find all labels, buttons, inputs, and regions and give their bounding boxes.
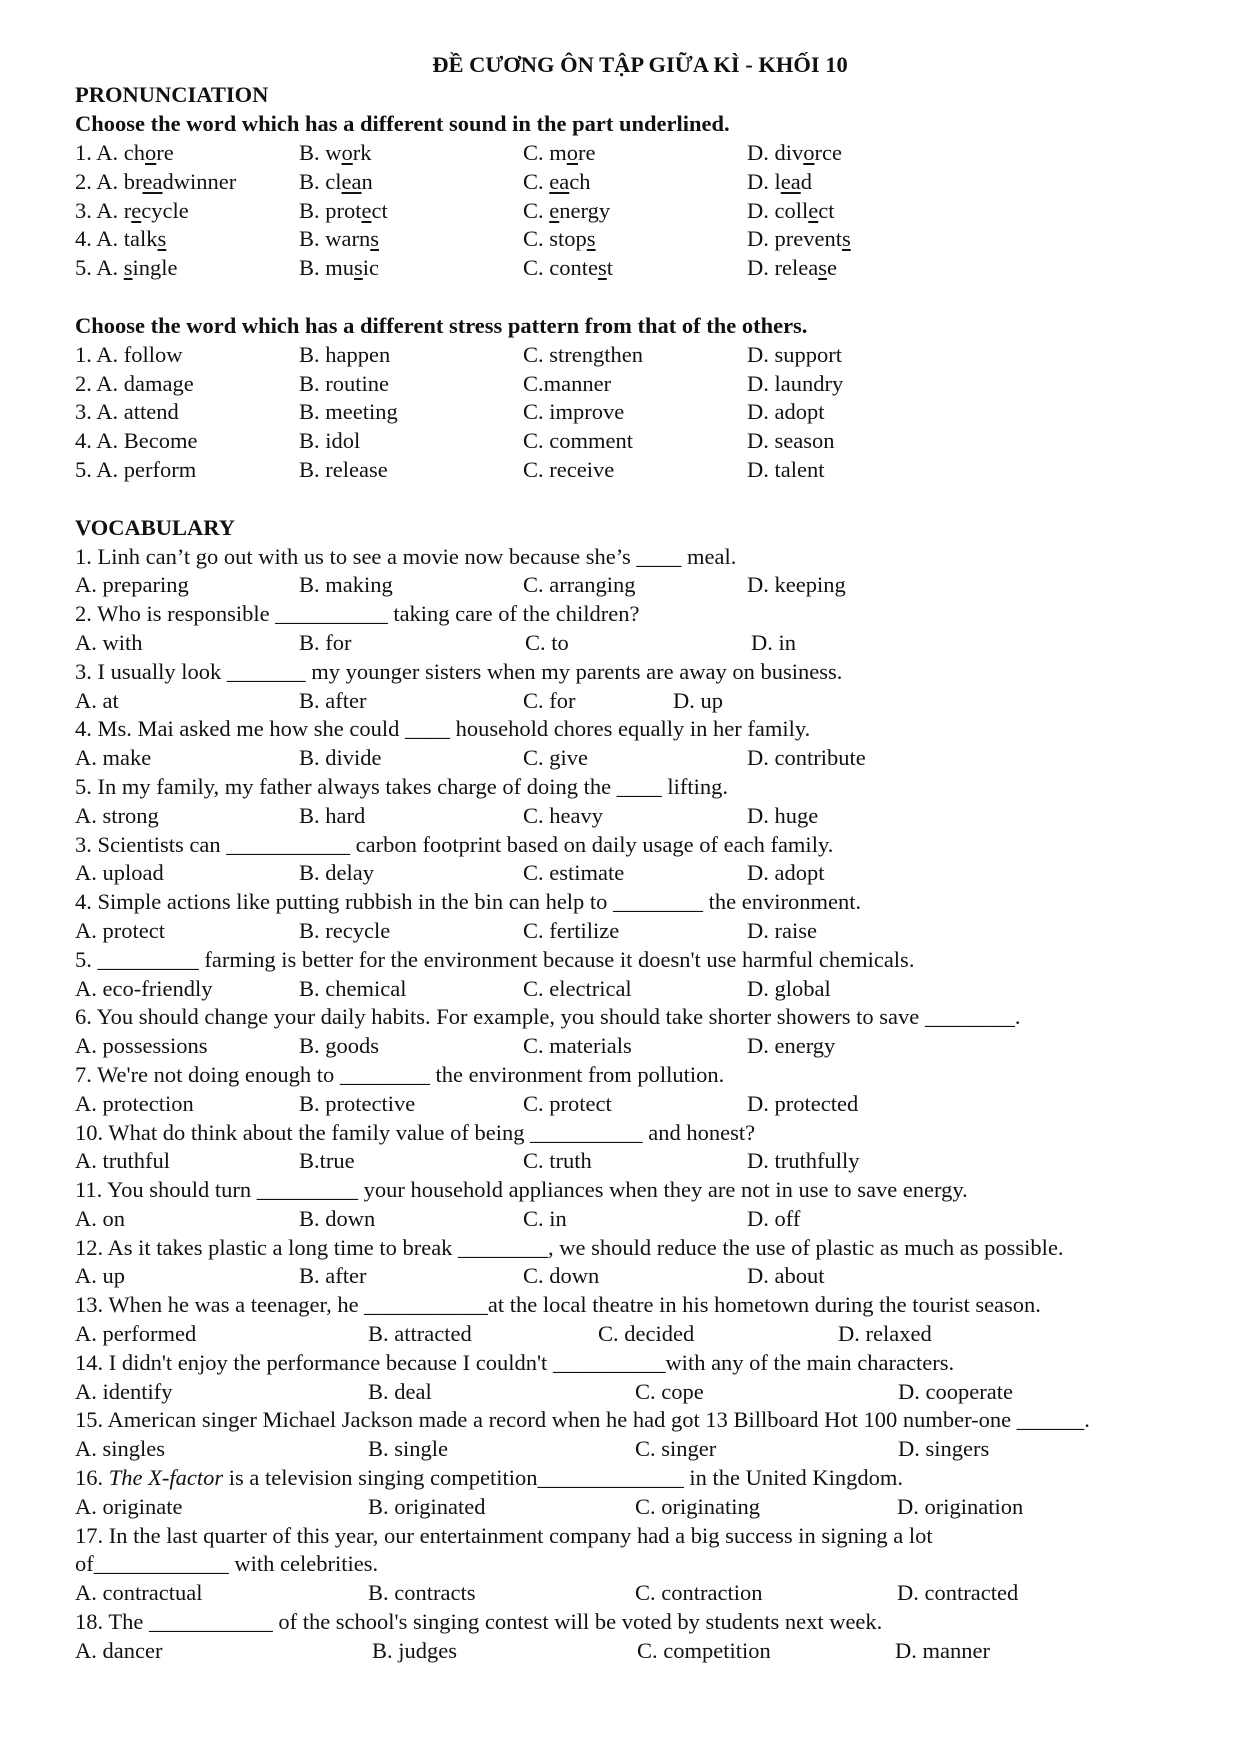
question-number: 1. bbox=[75, 140, 97, 165]
answer-option: D. singers bbox=[898, 1436, 990, 1462]
underlined-part: o bbox=[803, 140, 815, 165]
underlined-part: s bbox=[123, 255, 133, 281]
answer-option: D. raise bbox=[747, 917, 817, 943]
underlined-part: e bbox=[131, 197, 142, 223]
answer-option bbox=[75, 456, 196, 485]
answer-option bbox=[747, 139, 842, 168]
answer-option: C. for bbox=[523, 687, 576, 713]
answer-option bbox=[523, 139, 596, 168]
underlined-part: ea bbox=[142, 168, 163, 194]
answer-option: A. originate bbox=[75, 1493, 183, 1519]
question-row bbox=[75, 341, 1215, 370]
answer-option: A. at bbox=[75, 687, 119, 713]
question-number: 1. bbox=[75, 341, 97, 367]
answer-options-row bbox=[75, 1378, 1215, 1407]
underlined-part: e bbox=[808, 197, 819, 223]
answer-option: C. truth bbox=[523, 1148, 592, 1174]
option-text: B. release bbox=[299, 456, 388, 482]
question-text: 1. Linh can’t go out with us to see a movie now because she’s ____ meal. bbox=[75, 543, 737, 569]
answer-option: A. singles bbox=[75, 1436, 165, 1462]
answer-option bbox=[299, 225, 379, 254]
answer-option: B. after bbox=[299, 1263, 367, 1289]
question-text: 3. I usually look _______ my younger sisters when my parents are away on business. bbox=[75, 658, 843, 684]
question-number: 3. bbox=[75, 399, 97, 425]
answer-option: D. origination bbox=[897, 1493, 1024, 1519]
answer-option bbox=[747, 254, 837, 283]
answer-option bbox=[299, 139, 372, 168]
answer-option: A. strong bbox=[75, 802, 159, 828]
answer-option: C. decided bbox=[598, 1321, 695, 1347]
option-text: d bbox=[800, 168, 812, 194]
answer-option: C. competition bbox=[637, 1637, 771, 1663]
answer-option: B. originated bbox=[368, 1493, 486, 1519]
option-text: e bbox=[826, 255, 837, 281]
answer-option: C. give bbox=[523, 745, 588, 771]
question-row bbox=[75, 254, 1215, 283]
answer-option bbox=[747, 456, 824, 485]
answer-option: D. up bbox=[673, 687, 723, 713]
answer-option: B. divide bbox=[299, 745, 382, 771]
answer-option bbox=[523, 370, 611, 399]
question-row bbox=[75, 139, 1215, 168]
option-text: D. l bbox=[747, 168, 781, 194]
question-text: 18. The ___________ of the school's singing contest will be voted by students next week. bbox=[75, 1609, 883, 1635]
option-text: re bbox=[578, 140, 596, 165]
answer-option: B. making bbox=[299, 572, 393, 598]
sound-question-list bbox=[75, 139, 1215, 283]
option-text: B. cl bbox=[299, 168, 342, 194]
underlined-part: ea bbox=[341, 168, 362, 194]
question-text: 6. You should change your daily habits. For example, you should take shorter showers to save ________. bbox=[75, 1004, 1021, 1030]
underlined-part: o bbox=[341, 140, 353, 165]
answer-options-row bbox=[75, 744, 1215, 773]
underlined-part: s bbox=[370, 226, 380, 252]
answer-option: D. manner bbox=[895, 1637, 990, 1663]
question-row bbox=[75, 168, 1215, 197]
option-text: D. talent bbox=[747, 456, 825, 482]
option-text: ct bbox=[371, 197, 388, 223]
option-text: D. coll bbox=[747, 197, 809, 223]
option-text: B. idol bbox=[299, 428, 361, 454]
answer-option bbox=[747, 370, 843, 399]
answer-option bbox=[523, 398, 624, 427]
option-text: D. season bbox=[747, 428, 835, 454]
answer-option: B. after bbox=[299, 687, 367, 713]
answer-option: C. contraction bbox=[635, 1580, 763, 1606]
answer-option bbox=[299, 370, 389, 399]
answer-option: C. materials bbox=[523, 1033, 632, 1059]
answer-options-row bbox=[75, 1032, 1215, 1061]
answer-option bbox=[75, 427, 197, 456]
option-text: D. support bbox=[747, 341, 842, 367]
option-text: B. mu bbox=[299, 255, 355, 281]
option-text: t bbox=[606, 255, 614, 281]
question-text-continued: of____________ with celebrities. bbox=[75, 1551, 379, 1577]
option-text: A. bbox=[96, 255, 124, 281]
answer-option bbox=[75, 197, 189, 226]
answer-option bbox=[299, 398, 398, 427]
answer-option: D. about bbox=[747, 1263, 825, 1289]
answer-option: D. relaxed bbox=[838, 1321, 932, 1347]
answer-option: A. up bbox=[75, 1263, 125, 1289]
answer-options-row bbox=[75, 975, 1215, 1004]
question-row bbox=[75, 427, 1215, 456]
option-text: A. damage bbox=[96, 370, 194, 396]
answer-option: A. make bbox=[75, 745, 152, 771]
option-text: C. strengthen bbox=[523, 341, 643, 367]
answer-option bbox=[747, 398, 825, 427]
answer-option: C. cope bbox=[635, 1378, 704, 1404]
option-text: C. m bbox=[523, 140, 567, 165]
answer-options-row bbox=[75, 859, 1215, 888]
answer-option bbox=[299, 456, 388, 485]
answer-option bbox=[523, 427, 633, 456]
answer-option bbox=[747, 427, 834, 456]
answer-option bbox=[75, 139, 174, 168]
option-text: A. ch bbox=[96, 140, 146, 165]
option-text: C. comment bbox=[523, 428, 633, 454]
answer-option: A. possessions bbox=[75, 1033, 208, 1059]
answer-option: D. adopt bbox=[747, 860, 825, 886]
answer-option: C. heavy bbox=[523, 802, 603, 828]
underlined-part: o bbox=[566, 140, 579, 165]
answer-option: D. truthfully bbox=[747, 1148, 860, 1174]
answer-option bbox=[299, 427, 360, 456]
answer-option bbox=[75, 398, 179, 427]
answer-option: B. chemical bbox=[299, 975, 407, 1001]
underlined-part: s bbox=[586, 226, 596, 252]
question-text: 5. In my family, my father always takes charge of doing the ____ lifting. bbox=[75, 773, 728, 799]
option-text: A. Become bbox=[96, 428, 198, 454]
answer-option: C. electrical bbox=[523, 975, 632, 1001]
option-text: A. talk bbox=[96, 226, 158, 252]
answer-option: A. truthful bbox=[75, 1148, 170, 1174]
answer-option bbox=[299, 254, 379, 283]
answer-option: C. to bbox=[525, 629, 569, 655]
answer-option: B.true bbox=[299, 1148, 355, 1174]
answer-option: C. originating bbox=[635, 1493, 760, 1519]
answer-option: D. contribute bbox=[747, 745, 866, 771]
answer-option: A. protect bbox=[75, 917, 165, 943]
answer-option: B. deal bbox=[368, 1378, 432, 1404]
option-text: A. attend bbox=[96, 399, 179, 425]
answer-option: A. contractual bbox=[75, 1580, 203, 1606]
vocabulary-question-list bbox=[75, 543, 1215, 1666]
answer-option: C. fertilize bbox=[523, 917, 620, 943]
question-italic-title: The X-factor bbox=[108, 1465, 224, 1491]
option-text: B. warn bbox=[299, 226, 371, 252]
option-text: C. conte bbox=[523, 255, 598, 281]
answer-options-row bbox=[75, 571, 1215, 600]
answer-options-row bbox=[75, 802, 1215, 831]
answer-option: A. identify bbox=[75, 1378, 173, 1404]
option-text: D. div bbox=[747, 140, 804, 165]
answer-option bbox=[523, 168, 591, 197]
question-text: 12. As it takes plastic a long time to break ________, we should reduce the use of plastic as much as possible. bbox=[75, 1234, 1064, 1260]
question-text: 5. _________ farming is better for the environment because it doesn't use harmful chemicals. bbox=[75, 946, 915, 972]
answer-option bbox=[299, 197, 388, 226]
answer-option: B. attracted bbox=[368, 1321, 472, 1347]
option-text: B. happen bbox=[299, 341, 391, 367]
answer-option: A. eco-friendly bbox=[75, 975, 213, 1001]
option-text: C. stop bbox=[523, 226, 587, 252]
option-text: ch bbox=[569, 168, 591, 194]
question-text: 4. Simple actions like putting rubbish in the bin can help to ________ the environment. bbox=[75, 889, 862, 915]
option-text: D. adopt bbox=[747, 399, 825, 425]
option-text: B. routine bbox=[299, 370, 389, 396]
answer-options-row bbox=[75, 687, 1215, 716]
answer-option: A. performed bbox=[75, 1321, 197, 1347]
answer-option: C. arranging bbox=[523, 572, 636, 598]
question-text: 17. In the last quarter of this year, our entertainment company had a big success in signing a lot bbox=[75, 1522, 933, 1548]
stress-question-list bbox=[75, 341, 1215, 485]
underlined-part: s bbox=[157, 226, 167, 252]
answer-options-row bbox=[75, 1435, 1215, 1464]
underlined-part: e bbox=[361, 197, 372, 223]
answer-options-row bbox=[75, 1205, 1215, 1234]
answer-option bbox=[523, 456, 614, 485]
question-number: 2. bbox=[75, 168, 97, 194]
question-number: 4. bbox=[75, 428, 97, 454]
question-row bbox=[75, 225, 1215, 254]
question-number: 2. bbox=[75, 370, 97, 396]
answer-option: C. estimate bbox=[523, 860, 625, 886]
option-text: D. prevent bbox=[747, 226, 842, 252]
answer-option: D. global bbox=[747, 975, 831, 1001]
answer-option bbox=[75, 168, 236, 197]
question-text: 2. Who is responsible __________ taking care of the children? bbox=[75, 601, 640, 627]
question-text bbox=[75, 1464, 1215, 1493]
section-heading-pronunciation: PRONUNCIATION bbox=[75, 82, 269, 107]
question-row bbox=[75, 197, 1215, 226]
answer-options-row bbox=[75, 1579, 1215, 1608]
option-text: rce bbox=[814, 140, 842, 165]
answer-option: C. protect bbox=[523, 1090, 612, 1116]
option-text: re bbox=[156, 140, 174, 165]
answer-option: B. contracts bbox=[368, 1580, 476, 1606]
answer-option bbox=[75, 254, 178, 283]
answer-option: B. goods bbox=[299, 1033, 380, 1059]
answer-option bbox=[75, 225, 166, 254]
option-text: A. follow bbox=[96, 341, 183, 367]
answer-options-row bbox=[75, 1320, 1215, 1349]
answer-option bbox=[747, 168, 812, 197]
underlined-part: e bbox=[549, 197, 560, 223]
answer-option: C. singer bbox=[635, 1436, 717, 1462]
answer-options-row bbox=[75, 1090, 1215, 1119]
option-text: ingle bbox=[132, 255, 178, 281]
answer-option: A. upload bbox=[75, 860, 164, 886]
answer-option bbox=[747, 197, 835, 226]
underlined-part: ea bbox=[780, 168, 801, 194]
question-number: 3. bbox=[75, 197, 97, 223]
answer-option bbox=[523, 254, 613, 283]
option-text: D. laundry bbox=[747, 370, 844, 396]
option-text: A. br bbox=[96, 168, 143, 194]
section-heading-vocabulary: VOCABULARY bbox=[75, 514, 236, 540]
option-text: C. bbox=[523, 197, 550, 223]
question-number: 4. bbox=[75, 226, 97, 252]
option-text: cycle bbox=[141, 197, 189, 223]
answer-option: B. recycle bbox=[299, 917, 391, 943]
answer-options-row bbox=[75, 1637, 1215, 1666]
question-text-part: 16. bbox=[75, 1465, 109, 1491]
answer-option bbox=[75, 341, 183, 370]
instruction-sound: Choose the word which has a different sound in the part underlined. bbox=[75, 111, 730, 136]
option-text: C. bbox=[523, 168, 550, 194]
answer-option bbox=[523, 225, 596, 254]
answer-option: A. with bbox=[75, 629, 143, 655]
answer-option: D. contracted bbox=[897, 1580, 1019, 1606]
answer-options-row bbox=[75, 629, 1215, 658]
answer-option: A. on bbox=[75, 1205, 125, 1231]
document-page bbox=[75, 48, 1215, 1666]
answer-options-row bbox=[75, 1147, 1215, 1176]
answer-option: B. delay bbox=[299, 860, 374, 886]
instruction-stress: Choose the word which has a different stress pattern from that of the others. bbox=[75, 312, 808, 338]
question-text: 7. We're not doing enough to ________ the environment from pollution. bbox=[75, 1061, 725, 1087]
underlined-part: s bbox=[354, 255, 363, 281]
option-text: C. improve bbox=[523, 399, 625, 425]
option-text: ic bbox=[362, 255, 380, 281]
answer-option bbox=[523, 341, 643, 370]
question-text: 14. I didn't enjoy the performance because I couldn't __________with any of the main characters. bbox=[75, 1349, 955, 1375]
answer-option: B. hard bbox=[299, 802, 366, 828]
answer-option: B. for bbox=[299, 629, 352, 655]
answer-option: B. single bbox=[368, 1436, 449, 1462]
answer-option bbox=[747, 341, 842, 370]
question-text-part: is a television singing competition_____________ in the United Kingdom. bbox=[223, 1465, 904, 1491]
question-text: 3. Scientists can ___________ carbon footprint based on daily usage of each family. bbox=[75, 831, 834, 857]
option-text: C. receive bbox=[523, 456, 615, 482]
answer-option: B. judges bbox=[372, 1637, 458, 1663]
underlined-part: s bbox=[818, 255, 827, 281]
answer-option: D. cooperate bbox=[898, 1378, 1013, 1404]
option-text: D. relea bbox=[747, 255, 819, 281]
answer-option: C. down bbox=[523, 1263, 600, 1289]
question-text: 4. Ms. Mai asked me how she could ____ household chores equally in her family. bbox=[75, 716, 811, 742]
option-text: B. meeting bbox=[299, 399, 398, 425]
question-text: 11. You should turn _________ your household appliances when they are not in use to save energy. bbox=[75, 1177, 968, 1203]
answer-option: A. protection bbox=[75, 1090, 194, 1116]
underlined-part: o bbox=[145, 140, 157, 165]
page-title: ĐỀ CƯƠNG ÔN TẬP GIỮA KÌ - KHỐI 10 bbox=[432, 52, 848, 77]
underlined-part: ea bbox=[549, 168, 570, 194]
answer-option: C. in bbox=[523, 1205, 567, 1231]
answer-option: A. dancer bbox=[75, 1637, 163, 1663]
option-text: C.manner bbox=[523, 370, 612, 396]
question-text: 15. American singer Michael Jackson made a record when he had got 13 Billboard Hot 100 number-one ______. bbox=[75, 1407, 1090, 1433]
answer-option: D. off bbox=[747, 1205, 801, 1231]
option-text: ct bbox=[818, 197, 835, 223]
answer-options-row bbox=[75, 917, 1215, 946]
answer-option bbox=[299, 341, 390, 370]
question-text: 10. What do think about the family value of being __________ and honest? bbox=[75, 1119, 756, 1145]
answer-option: D. protected bbox=[747, 1090, 859, 1116]
answer-option: A. preparing bbox=[75, 572, 189, 598]
answer-option bbox=[75, 370, 194, 399]
answer-option bbox=[523, 197, 610, 226]
answer-option bbox=[747, 225, 851, 254]
option-text: n bbox=[361, 168, 373, 194]
answer-options-row bbox=[75, 1493, 1215, 1522]
question-number: 5. bbox=[75, 456, 97, 482]
answer-option: D. in bbox=[751, 629, 796, 655]
option-text: A. perform bbox=[96, 456, 197, 482]
answer-options-row bbox=[75, 1262, 1215, 1291]
answer-option: D. huge bbox=[747, 802, 819, 828]
answer-option: B. protective bbox=[299, 1090, 416, 1116]
option-text: B. prot bbox=[299, 197, 362, 223]
question-number: 5. bbox=[75, 255, 97, 281]
option-text: A. r bbox=[96, 197, 132, 223]
question-row bbox=[75, 370, 1215, 399]
option-text: rk bbox=[352, 140, 372, 165]
option-text: B. w bbox=[299, 140, 342, 165]
option-text: nergy bbox=[559, 197, 611, 223]
question-row bbox=[75, 456, 1215, 485]
underlined-part: s bbox=[597, 255, 607, 281]
question-row bbox=[75, 398, 1215, 427]
answer-option: D. energy bbox=[747, 1033, 836, 1059]
question-text: 13. When he was a teenager, he ___________at the local theatre in his hometown during the tourist season. bbox=[75, 1292, 1041, 1318]
answer-option: D. keeping bbox=[747, 572, 846, 598]
underlined-part: s bbox=[841, 226, 851, 252]
answer-option: B. down bbox=[299, 1205, 376, 1231]
answer-option bbox=[299, 168, 373, 197]
option-text: dwinner bbox=[162, 168, 237, 194]
